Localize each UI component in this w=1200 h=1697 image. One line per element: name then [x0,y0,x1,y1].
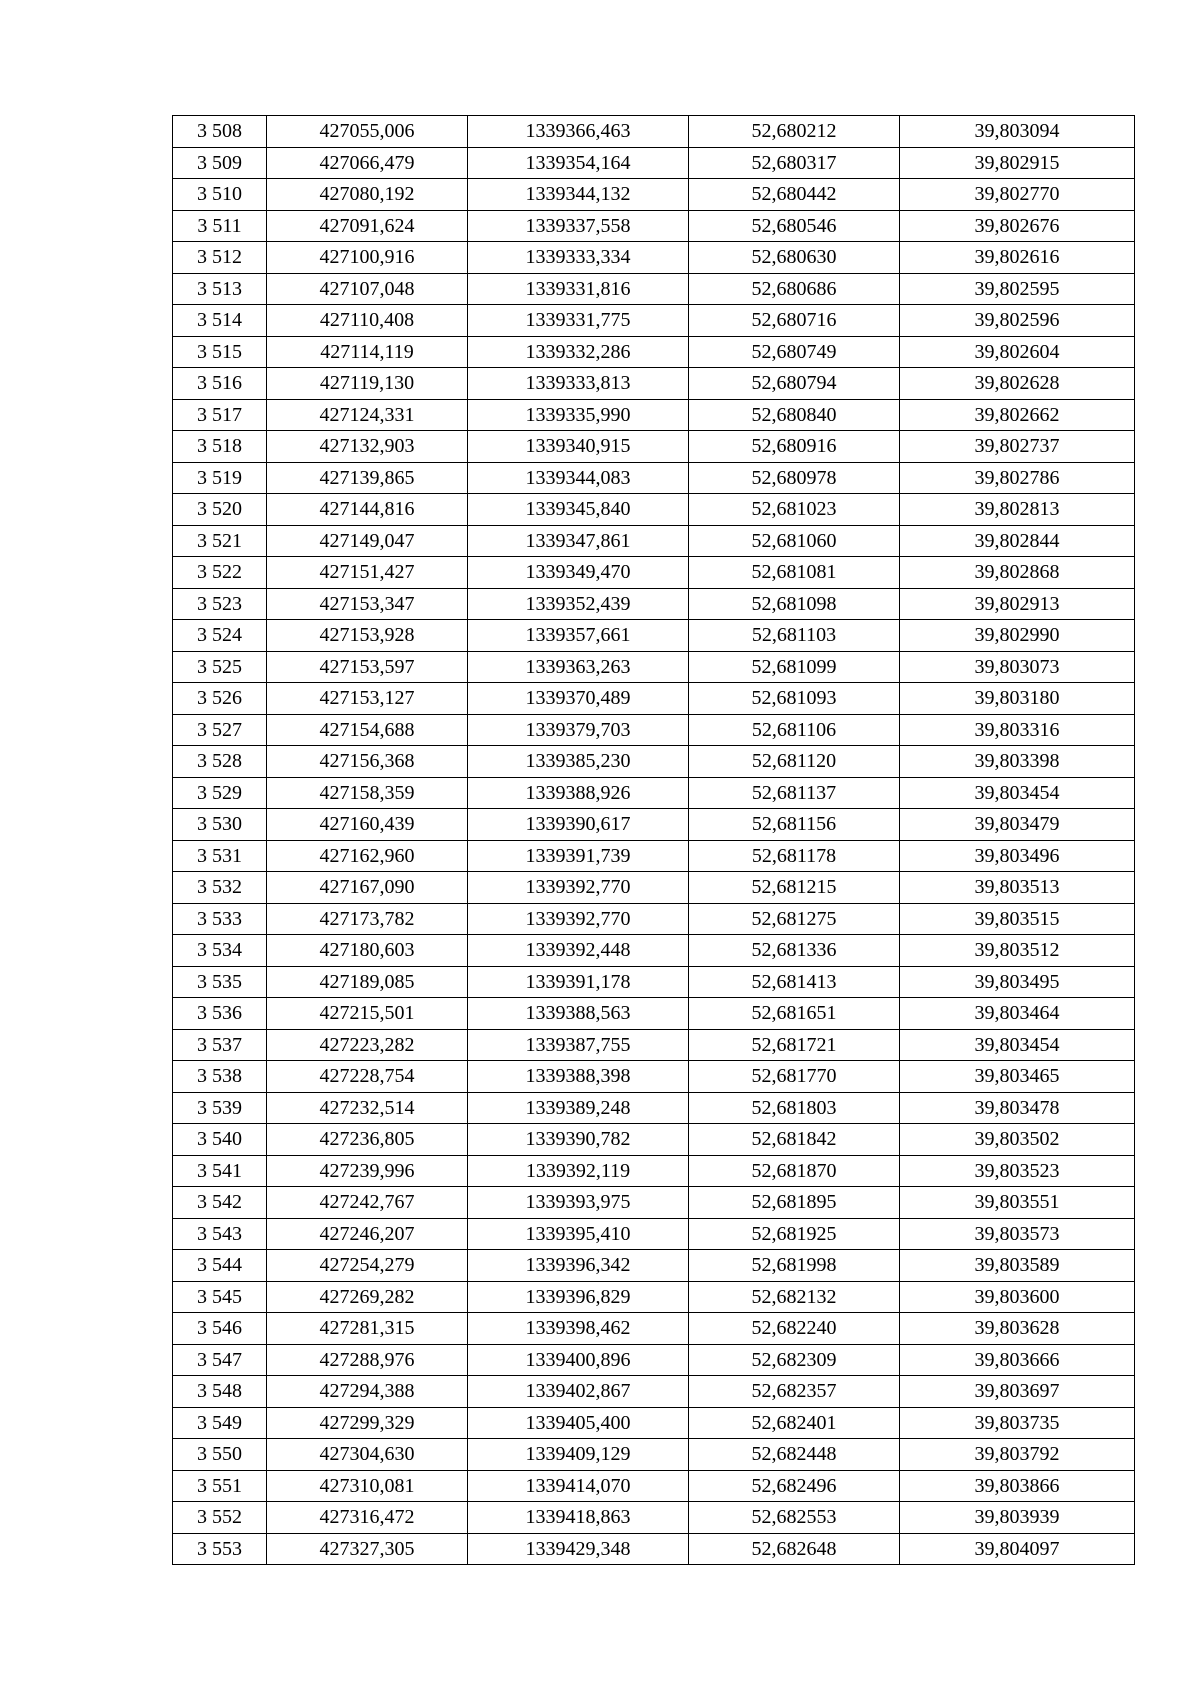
longitude-cell: 39,803939 [900,1502,1135,1534]
longitude-cell: 39,803316 [900,714,1135,746]
latitude-cell: 52,680978 [689,462,900,494]
y-coordinate-cell: 1339388,563 [468,998,689,1030]
longitude-cell: 39,803073 [900,651,1135,683]
x-coordinate-cell: 427119,130 [267,368,468,400]
y-coordinate-cell: 1339344,083 [468,462,689,494]
longitude-cell: 39,802913 [900,588,1135,620]
y-coordinate-cell: 1339345,840 [468,494,689,526]
longitude-cell: 39,802737 [900,431,1135,463]
y-coordinate-cell: 1339402,867 [468,1376,689,1408]
table-row [173,1313,1135,1345]
point-number-cell: 3 546 [173,1313,267,1345]
y-coordinate-cell: 1339370,489 [468,683,689,715]
longitude-cell: 39,803454 [900,1029,1135,1061]
x-coordinate-cell: 427154,688 [267,714,468,746]
longitude-cell: 39,803479 [900,809,1135,841]
table-row [173,998,1135,1030]
latitude-cell: 52,681081 [689,557,900,589]
y-coordinate-cell: 1339387,755 [468,1029,689,1061]
y-coordinate-cell: 1339395,410 [468,1218,689,1250]
longitude-cell: 39,803512 [900,935,1135,967]
latitude-cell: 52,682357 [689,1376,900,1408]
latitude-cell: 52,681106 [689,714,900,746]
table-row [173,399,1135,431]
latitude-cell: 52,682553 [689,1502,900,1534]
longitude-cell: 39,802604 [900,336,1135,368]
x-coordinate-cell: 427156,368 [267,746,468,778]
y-coordinate-cell: 1339344,132 [468,179,689,211]
point-number-cell: 3 520 [173,494,267,526]
table-row [173,683,1135,715]
longitude-cell: 39,802770 [900,179,1135,211]
point-number-cell: 3 530 [173,809,267,841]
point-number-cell: 3 524 [173,620,267,652]
table-row [173,1124,1135,1156]
y-coordinate-cell: 1339333,334 [468,242,689,274]
table-row [173,179,1135,211]
y-coordinate-cell: 1339409,129 [468,1439,689,1471]
longitude-cell: 39,802628 [900,368,1135,400]
point-number-cell: 3 549 [173,1407,267,1439]
longitude-cell: 39,803628 [900,1313,1135,1345]
longitude-cell: 39,802915 [900,147,1135,179]
table-row [173,368,1135,400]
y-coordinate-cell: 1339357,661 [468,620,689,652]
point-number-cell: 3 533 [173,903,267,935]
y-coordinate-cell: 1339398,462 [468,1313,689,1345]
y-coordinate-cell: 1339385,230 [468,746,689,778]
longitude-cell: 39,803866 [900,1470,1135,1502]
table-row [173,1470,1135,1502]
point-number-cell: 3 534 [173,935,267,967]
longitude-cell: 39,803666 [900,1344,1135,1376]
y-coordinate-cell: 1339390,617 [468,809,689,841]
x-coordinate-cell: 427107,048 [267,273,468,305]
y-coordinate-cell: 1339396,342 [468,1250,689,1282]
x-coordinate-cell: 427124,331 [267,399,468,431]
latitude-cell: 52,681870 [689,1155,900,1187]
y-coordinate-cell: 1339333,813 [468,368,689,400]
latitude-cell: 52,680212 [689,116,900,148]
x-coordinate-cell: 427091,624 [267,210,468,242]
latitude-cell: 52,681770 [689,1061,900,1093]
x-coordinate-cell: 427066,479 [267,147,468,179]
longitude-cell: 39,802595 [900,273,1135,305]
latitude-cell: 52,680317 [689,147,900,179]
y-coordinate-cell: 1339389,248 [468,1092,689,1124]
x-coordinate-cell: 427055,006 [267,116,468,148]
y-coordinate-cell: 1339363,263 [468,651,689,683]
longitude-cell: 39,802662 [900,399,1135,431]
x-coordinate-cell: 427158,359 [267,777,468,809]
x-coordinate-cell: 427132,903 [267,431,468,463]
y-coordinate-cell: 1339429,348 [468,1533,689,1565]
point-number-cell: 3 538 [173,1061,267,1093]
longitude-cell: 39,803465 [900,1061,1135,1093]
point-number-cell: 3 532 [173,872,267,904]
point-number-cell: 3 539 [173,1092,267,1124]
longitude-cell: 39,803094 [900,116,1135,148]
point-number-cell: 3 512 [173,242,267,274]
table-row [173,557,1135,589]
table-row [173,1407,1135,1439]
x-coordinate-cell: 427310,081 [267,1470,468,1502]
point-number-cell: 3 548 [173,1376,267,1408]
x-coordinate-cell: 427236,805 [267,1124,468,1156]
longitude-cell: 39,802813 [900,494,1135,526]
x-coordinate-cell: 427304,630 [267,1439,468,1471]
longitude-cell: 39,802596 [900,305,1135,337]
x-coordinate-cell: 427110,408 [267,305,468,337]
table-row [173,1218,1135,1250]
y-coordinate-cell: 1339388,926 [468,777,689,809]
point-number-cell: 3 552 [173,1502,267,1534]
longitude-cell: 39,803398 [900,746,1135,778]
table-row [173,242,1135,274]
coordinates-table-body [173,116,1135,1565]
longitude-cell: 39,803502 [900,1124,1135,1156]
point-number-cell: 3 543 [173,1218,267,1250]
latitude-cell: 52,682240 [689,1313,900,1345]
table-row [173,935,1135,967]
point-number-cell: 3 553 [173,1533,267,1565]
point-number-cell: 3 547 [173,1344,267,1376]
x-coordinate-cell: 427153,347 [267,588,468,620]
x-coordinate-cell: 427080,192 [267,179,468,211]
latitude-cell: 52,681895 [689,1187,900,1219]
coordinates-table [172,115,1135,1565]
latitude-cell: 52,680442 [689,179,900,211]
latitude-cell: 52,681336 [689,935,900,967]
y-coordinate-cell: 1339337,558 [468,210,689,242]
longitude-cell: 39,802616 [900,242,1135,274]
latitude-cell: 52,680546 [689,210,900,242]
point-number-cell: 3 519 [173,462,267,494]
point-number-cell: 3 515 [173,336,267,368]
table-row [173,651,1135,683]
point-number-cell: 3 525 [173,651,267,683]
x-coordinate-cell: 427189,085 [267,966,468,998]
x-coordinate-cell: 427151,427 [267,557,468,589]
x-coordinate-cell: 427223,282 [267,1029,468,1061]
table-row [173,116,1135,148]
table-row [173,714,1135,746]
point-number-cell: 3 540 [173,1124,267,1156]
y-coordinate-cell: 1339390,782 [468,1124,689,1156]
x-coordinate-cell: 427228,754 [267,1061,468,1093]
latitude-cell: 52,681137 [689,777,900,809]
table-row [173,1250,1135,1282]
latitude-cell: 52,682448 [689,1439,900,1471]
x-coordinate-cell: 427239,996 [267,1155,468,1187]
y-coordinate-cell: 1339332,286 [468,336,689,368]
point-number-cell: 3 523 [173,588,267,620]
longitude-cell: 39,803792 [900,1439,1135,1471]
table-row [173,746,1135,778]
point-number-cell: 3 513 [173,273,267,305]
table-row [173,777,1135,809]
point-number-cell: 3 541 [173,1155,267,1187]
latitude-cell: 52,681120 [689,746,900,778]
x-coordinate-cell: 427254,279 [267,1250,468,1282]
x-coordinate-cell: 427162,960 [267,840,468,872]
latitude-cell: 52,681803 [689,1092,900,1124]
table-row [173,1502,1135,1534]
latitude-cell: 52,681093 [689,683,900,715]
table-row [173,147,1135,179]
table-row [173,431,1135,463]
point-number-cell: 3 521 [173,525,267,557]
x-coordinate-cell: 427153,597 [267,651,468,683]
point-number-cell: 3 536 [173,998,267,1030]
table-row [173,1281,1135,1313]
latitude-cell: 52,681998 [689,1250,900,1282]
x-coordinate-cell: 427139,865 [267,462,468,494]
latitude-cell: 52,681651 [689,998,900,1030]
point-number-cell: 3 517 [173,399,267,431]
y-coordinate-cell: 1339340,915 [468,431,689,463]
x-coordinate-cell: 427269,282 [267,1281,468,1313]
longitude-cell: 39,803454 [900,777,1135,809]
x-coordinate-cell: 427281,315 [267,1313,468,1345]
latitude-cell: 52,682648 [689,1533,900,1565]
point-number-cell: 3 516 [173,368,267,400]
point-number-cell: 3 531 [173,840,267,872]
latitude-cell: 52,680840 [689,399,900,431]
point-number-cell: 3 514 [173,305,267,337]
point-number-cell: 3 518 [173,431,267,463]
point-number-cell: 3 544 [173,1250,267,1282]
x-coordinate-cell: 427180,603 [267,935,468,967]
table-row [173,1376,1135,1408]
y-coordinate-cell: 1339347,861 [468,525,689,557]
y-coordinate-cell: 1339349,470 [468,557,689,589]
x-coordinate-cell: 427294,388 [267,1376,468,1408]
latitude-cell: 52,681098 [689,588,900,620]
x-coordinate-cell: 427144,816 [267,494,468,526]
x-coordinate-cell: 427173,782 [267,903,468,935]
latitude-cell: 52,681103 [689,620,900,652]
x-coordinate-cell: 427215,501 [267,998,468,1030]
point-number-cell: 3 509 [173,147,267,179]
longitude-cell: 39,803523 [900,1155,1135,1187]
longitude-cell: 39,802844 [900,525,1135,557]
longitude-cell: 39,803495 [900,966,1135,998]
latitude-cell: 52,681721 [689,1029,900,1061]
y-coordinate-cell: 1339418,863 [468,1502,689,1534]
latitude-cell: 52,681178 [689,840,900,872]
table-row [173,1187,1135,1219]
x-coordinate-cell: 427160,439 [267,809,468,841]
y-coordinate-cell: 1339352,439 [468,588,689,620]
y-coordinate-cell: 1339391,178 [468,966,689,998]
latitude-cell: 52,681413 [689,966,900,998]
point-number-cell: 3 550 [173,1439,267,1471]
table-row [173,1061,1135,1093]
table-row [173,305,1135,337]
table-row [173,1155,1135,1187]
longitude-cell: 39,802868 [900,557,1135,589]
table-row [173,588,1135,620]
point-number-cell: 3 535 [173,966,267,998]
x-coordinate-cell: 427153,928 [267,620,468,652]
y-coordinate-cell: 1339354,164 [468,147,689,179]
x-coordinate-cell: 427327,305 [267,1533,468,1565]
table-row [173,966,1135,998]
y-coordinate-cell: 1339391,739 [468,840,689,872]
y-coordinate-cell: 1339392,448 [468,935,689,967]
table-row [173,1533,1135,1565]
latitude-cell: 52,681060 [689,525,900,557]
y-coordinate-cell: 1339414,070 [468,1470,689,1502]
latitude-cell: 52,680630 [689,242,900,274]
table-row [173,336,1135,368]
longitude-cell: 39,803697 [900,1376,1135,1408]
x-coordinate-cell: 427299,329 [267,1407,468,1439]
point-number-cell: 3 526 [173,683,267,715]
point-number-cell: 3 522 [173,557,267,589]
longitude-cell: 39,803515 [900,903,1135,935]
x-coordinate-cell: 427242,767 [267,1187,468,1219]
x-coordinate-cell: 427316,472 [267,1502,468,1534]
point-number-cell: 3 527 [173,714,267,746]
table-row [173,1029,1135,1061]
point-number-cell: 3 542 [173,1187,267,1219]
table-row [173,462,1135,494]
y-coordinate-cell: 1339400,896 [468,1344,689,1376]
y-coordinate-cell: 1339366,463 [468,116,689,148]
table-row [173,620,1135,652]
y-coordinate-cell: 1339331,775 [468,305,689,337]
table-row [173,1439,1135,1471]
longitude-cell: 39,802786 [900,462,1135,494]
longitude-cell: 39,803464 [900,998,1135,1030]
y-coordinate-cell: 1339392,770 [468,903,689,935]
latitude-cell: 52,681023 [689,494,900,526]
latitude-cell: 52,680716 [689,305,900,337]
longitude-cell: 39,802676 [900,210,1135,242]
point-number-cell: 3 529 [173,777,267,809]
point-number-cell: 3 510 [173,179,267,211]
latitude-cell: 52,680916 [689,431,900,463]
table-row [173,809,1135,841]
latitude-cell: 52,680686 [689,273,900,305]
x-coordinate-cell: 427114,119 [267,336,468,368]
x-coordinate-cell: 427167,090 [267,872,468,904]
latitude-cell: 52,680794 [689,368,900,400]
latitude-cell: 52,681275 [689,903,900,935]
x-coordinate-cell: 427246,207 [267,1218,468,1250]
longitude-cell: 39,803551 [900,1187,1135,1219]
latitude-cell: 52,680749 [689,336,900,368]
longitude-cell: 39,804097 [900,1533,1135,1565]
table-row [173,273,1135,305]
longitude-cell: 39,803478 [900,1092,1135,1124]
point-number-cell: 3 528 [173,746,267,778]
y-coordinate-cell: 1339396,829 [468,1281,689,1313]
x-coordinate-cell: 427100,916 [267,242,468,274]
longitude-cell: 39,803180 [900,683,1135,715]
point-number-cell: 3 511 [173,210,267,242]
latitude-cell: 52,682309 [689,1344,900,1376]
latitude-cell: 52,681215 [689,872,900,904]
x-coordinate-cell: 427288,976 [267,1344,468,1376]
y-coordinate-cell: 1339331,816 [468,273,689,305]
longitude-cell: 39,803589 [900,1250,1135,1282]
y-coordinate-cell: 1339405,400 [468,1407,689,1439]
y-coordinate-cell: 1339393,975 [468,1187,689,1219]
longitude-cell: 39,803600 [900,1281,1135,1313]
table-row [173,525,1135,557]
table-row [173,210,1135,242]
table-row [173,840,1135,872]
y-coordinate-cell: 1339379,703 [468,714,689,746]
table-row [173,872,1135,904]
latitude-cell: 52,682496 [689,1470,900,1502]
latitude-cell: 52,681099 [689,651,900,683]
point-number-cell: 3 551 [173,1470,267,1502]
latitude-cell: 52,681842 [689,1124,900,1156]
point-number-cell: 3 537 [173,1029,267,1061]
x-coordinate-cell: 427149,047 [267,525,468,557]
table-row [173,903,1135,935]
y-coordinate-cell: 1339392,119 [468,1155,689,1187]
y-coordinate-cell: 1339335,990 [468,399,689,431]
longitude-cell: 39,803573 [900,1218,1135,1250]
y-coordinate-cell: 1339392,770 [468,872,689,904]
y-coordinate-cell: 1339388,398 [468,1061,689,1093]
point-number-cell: 3 508 [173,116,267,148]
table-row [173,1092,1135,1124]
longitude-cell: 39,803496 [900,840,1135,872]
x-coordinate-cell: 427232,514 [267,1092,468,1124]
table-row [173,494,1135,526]
x-coordinate-cell: 427153,127 [267,683,468,715]
longitude-cell: 39,802990 [900,620,1135,652]
table-row [173,1344,1135,1376]
latitude-cell: 52,682132 [689,1281,900,1313]
latitude-cell: 52,681925 [689,1218,900,1250]
latitude-cell: 52,681156 [689,809,900,841]
longitude-cell: 39,803735 [900,1407,1135,1439]
longitude-cell: 39,803513 [900,872,1135,904]
point-number-cell: 3 545 [173,1281,267,1313]
latitude-cell: 52,682401 [689,1407,900,1439]
